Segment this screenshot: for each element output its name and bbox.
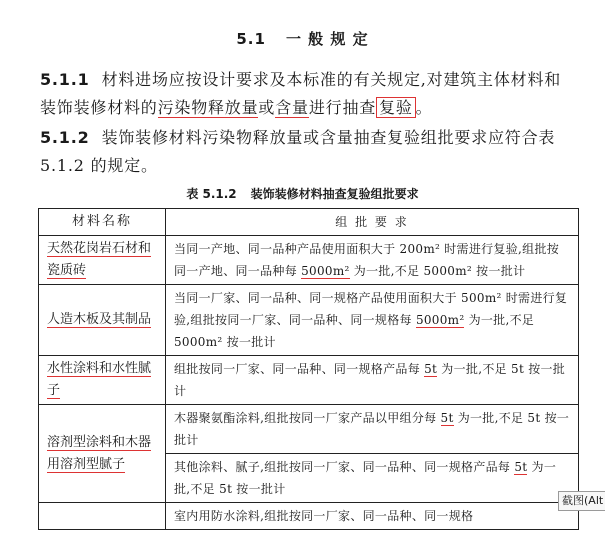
clause-text: 材料进场应按设计要求及本标准的有关规定,对建筑主体材料和装饰装修材料的 xyxy=(40,70,562,117)
table-caption xyxy=(0,185,605,202)
section-heading: 一 般 规 定 xyxy=(285,30,369,48)
header-requirement: 组 批 要 求 xyxy=(166,209,579,236)
clause-number: 5.1.2 xyxy=(40,128,90,147)
batch-requirements-table xyxy=(38,208,579,530)
screenshot-tooltip[interactable]: 截图(Alt xyxy=(558,491,605,511)
table-header-row xyxy=(39,209,579,236)
table-number: 表 5.1.2 xyxy=(186,187,237,201)
material-name: 人造木板及其制品 xyxy=(39,285,166,356)
table-title: 装饰装修材料抽查复验组批要求 xyxy=(250,187,419,201)
table-row xyxy=(39,285,579,356)
highlight-recheck: 复验 xyxy=(376,97,416,118)
table-row-partial xyxy=(39,503,579,530)
batch-requirement: 组批按同一厂家、同一品种、同一规格产品每 5t 为一批,不足 5t 按一批计 xyxy=(166,356,579,405)
batch-requirement: 当同一产地、同一品种产品使用面积大于 200m² 时需进行复验,组批按同一产地、同一品种每 5000m² 为一批,不足 5000m² 按一批计 xyxy=(166,236,579,285)
table-row xyxy=(39,356,579,405)
batch-requirement: 当同一厂家、同一品种、同一规格产品使用面积大于 500m² 时需进行复验,组批按同一厂家、同一品种、同一规格每 5000m² 为一批,不足 5000m² 按一批计 xyxy=(166,285,579,356)
table-row xyxy=(39,405,579,454)
batch-requirement: 其他涂料、腻子,组批按同一厂家、同一品种、同一规格产品每 5t 为一批,不足 5t 按一批计 xyxy=(166,454,579,503)
material-name: 溶剂型涂料和木器用溶剂型腻子 xyxy=(39,405,166,503)
header-material: 材料名称 xyxy=(39,209,166,236)
clause-5-1-1: 5.1.1 材料进场应按设计要求及本标准的有关规定,对建筑主体材料和装饰装修材料的污染物释放量或含量进行抽查 复验 。 xyxy=(40,70,562,117)
material-name: 天然花岗岩石材和瓷质砖 xyxy=(39,236,166,285)
clause-number: 5.1.1 xyxy=(40,70,90,89)
section-number: 5.1 xyxy=(236,30,266,48)
table-row xyxy=(39,236,579,285)
clause-text: 装饰装修材料污染物释放量或含量抽查复验组批要求应符合表 5.1.2 的规定。 xyxy=(40,128,556,175)
batch-requirement: 室内用防水涂料,组批按同一厂家、同一品种、同一规格 xyxy=(166,503,579,530)
highlight-content: 含量 xyxy=(275,98,309,117)
highlight-release: 污染物释放量 xyxy=(157,98,259,117)
clause-5-1-2 xyxy=(40,124,575,180)
batch-requirement: 木器聚氨酯涂料,组批按同一厂家产品以甲组分每 5t 为一批,不足 5t 按一批计 xyxy=(166,405,579,454)
material-name: 水性涂料和水性腻子 xyxy=(39,356,166,405)
section-title xyxy=(0,28,605,49)
